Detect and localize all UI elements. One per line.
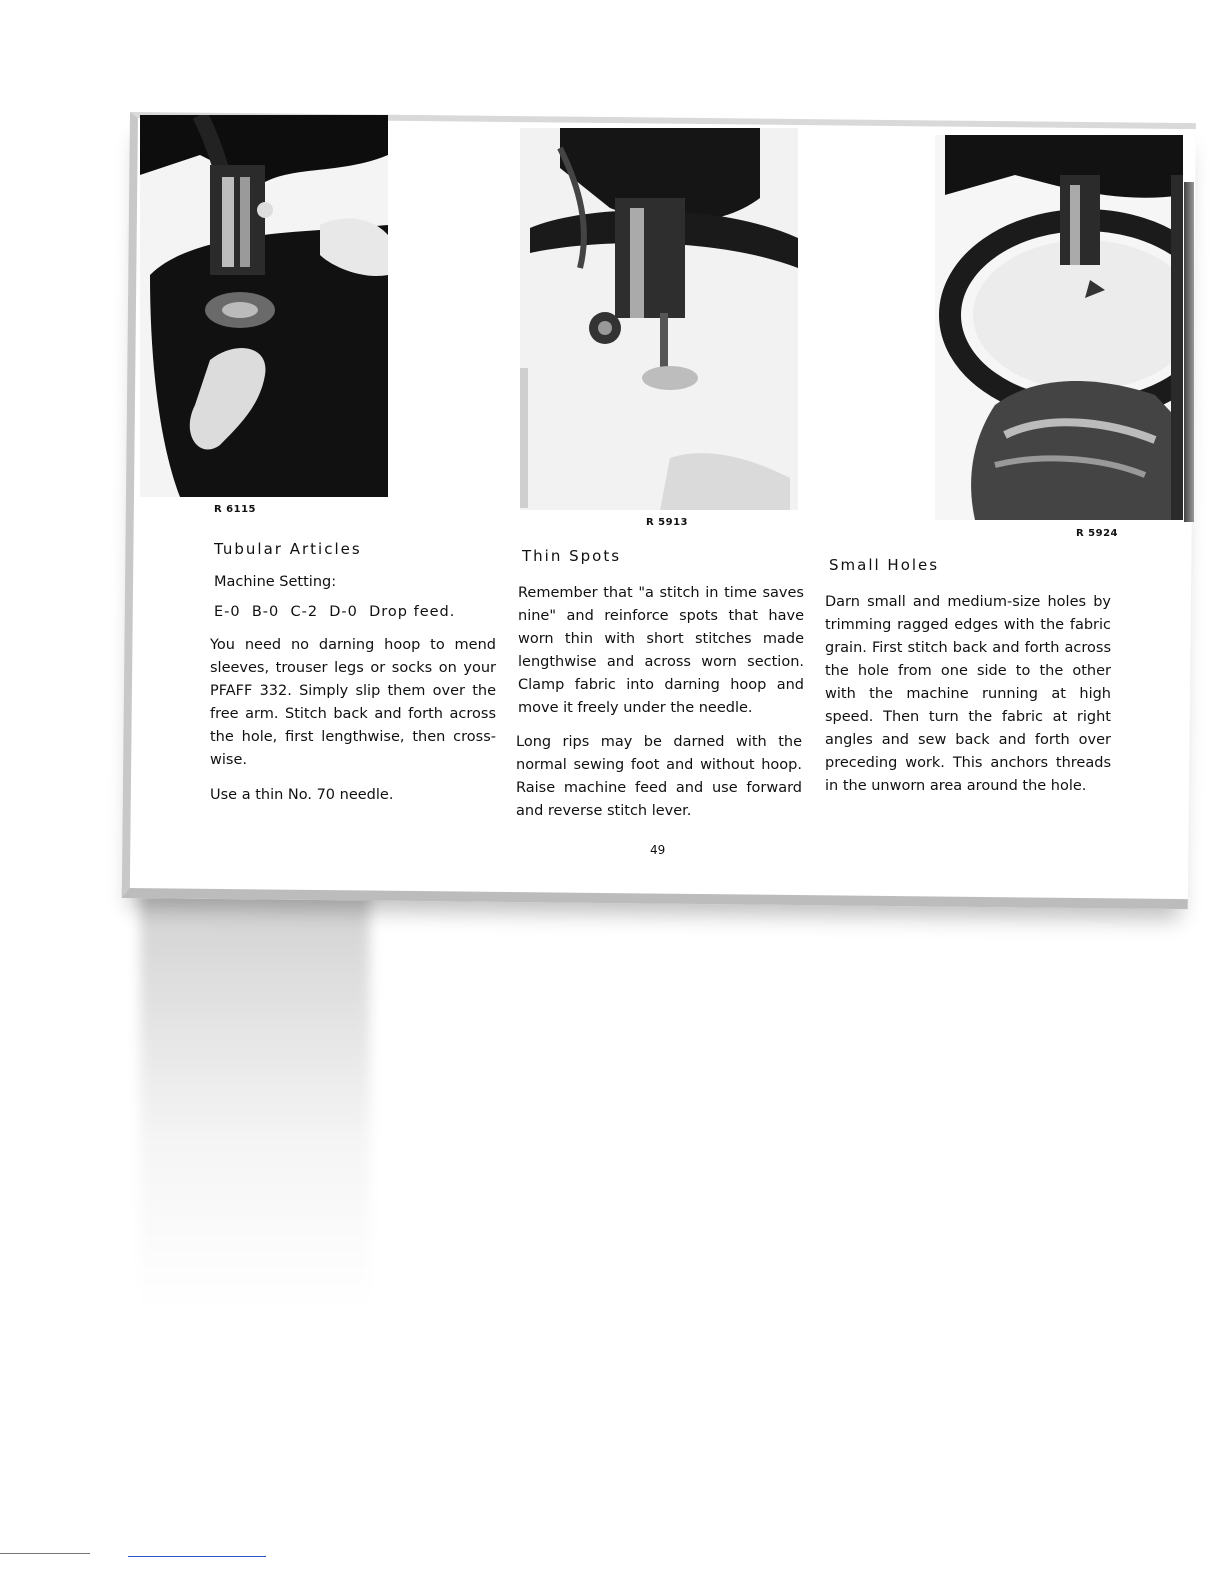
footer-rule	[0, 1553, 90, 1554]
figure-code: R 6115	[214, 504, 257, 515]
body-paragraph: Remember that "a stitch in time saves nine" and reinforce spots that have worn thin with short stitches made lengthwise and across worn section. Clamp fabric into darning hoop and move it freely under the needle.	[518, 585, 804, 716]
footer-link-underline	[128, 1556, 266, 1557]
figure-code: R 5913	[646, 517, 689, 528]
setting-label: Machine Setting:	[214, 574, 337, 590]
figure-code: R 5924	[1076, 528, 1119, 539]
section-heading: Thin Spots	[522, 547, 622, 565]
body-paragraph: Long rips may be darned with the normal sewing foot and without hoop. Raise machine feed and use forward and reverse stitch lever.	[516, 734, 802, 819]
body-paragraph: Use a thin No. 70 needle.	[210, 787, 394, 803]
section-heading: Tubular Articles	[214, 540, 362, 558]
section-heading: Small Holes	[829, 556, 940, 574]
photo-tubular-articles	[140, 115, 388, 497]
page-edge	[1184, 182, 1194, 522]
page-number: 49	[650, 843, 666, 857]
setting-values: E-0 B-0 C-2 D-0 Drop feed.	[214, 604, 456, 620]
page-shadow	[140, 890, 370, 1310]
photo-small-holes	[935, 135, 1183, 520]
photo-thin-spots	[520, 128, 798, 510]
body-paragraph: Darn small and medium-size holes by trimming ragged edges with the fabric grain. First stitch back and forth across the hole from one side to the other with the machine running at high speed. Then turn the fabric at right angles and sew back and forth over preceding work. This anchors threads in the unworn area around the hole.	[825, 594, 1111, 794]
body-paragraph: You need no darning hoop to mend sleeves, trouser legs or socks on your PFAFF 332. Simply slip them over the free arm. Stitch back and forth across the hole, first lengthwise, then cross-wise.	[210, 637, 496, 768]
